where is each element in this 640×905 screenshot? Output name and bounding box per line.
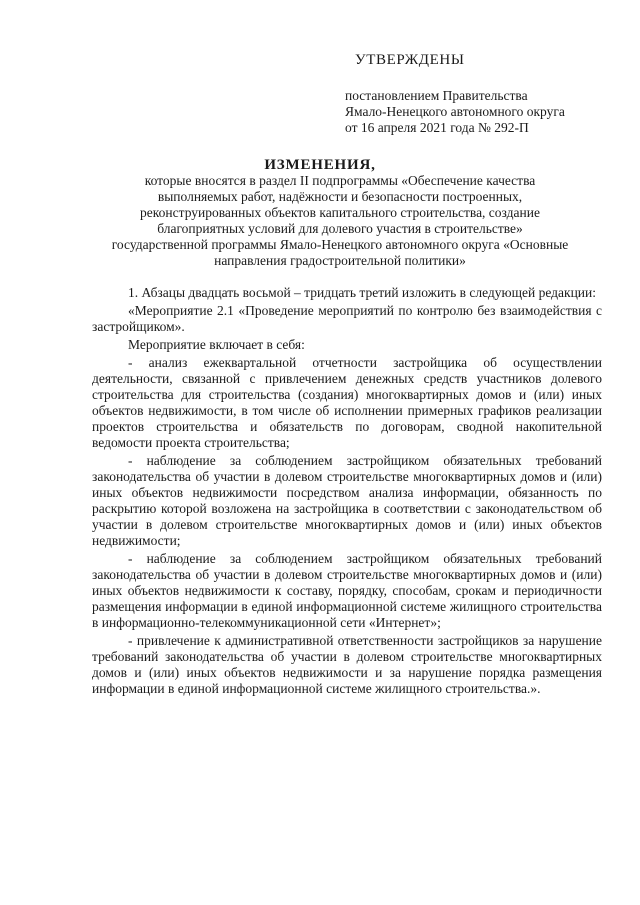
subtitle-line: выполняемых работ, надёжности и безопасности построенных, [157,189,523,204]
approved-heading: УТВЕРЖДЕНЫ [355,52,465,68]
body-paragraph: - привлечение к административной ответственности застройщиков за нарушение требований законодательства об участии в долевом строительстве многоквартирных домов и (или) иных объектов недвижимости и за нарушение порядка размещения информации в единой информационной системе жилищного строительства.». [92,633,602,696]
body-paragraph: - наблюдение за соблюдением застройщиком обязательных требований законодательства об участии в долевом строительстве многоквартирных домов и (или) иных объектов недвижимости посредством анализа информации, обязанность по раскрытию которой возложена на застройщика в соответствии с законодательством об участии в долевом строительстве многоквартирных домов и (или) иных объектов недвижимости; [92,453,602,548]
document-subtitle [60,173,620,269]
approval-line: от 16 апреля 2021 года № 292-П [345,120,529,135]
document-body [92,285,602,699]
approval-details [345,88,565,136]
approval-line: постановлением Правительства [345,88,528,103]
document-title: ИЗМЕНЕНИЯ, [264,157,376,173]
body-paragraph: «Мероприятие 2.1 «Проведение мероприятий по контролю без взаимодействия с застройщиком». [92,303,602,334]
body-paragraph: Мероприятие включает в себя: [128,337,305,352]
approval-line: Ямало-Ненецкого автономного округа [345,104,565,119]
subtitle-line: направления градостроительной политики» [214,253,466,268]
body-paragraph: 1. Абзацы двадцать восьмой – тридцать третий изложить в следующей редакции: [128,285,597,300]
body-paragraph: - анализ ежеквартальной отчетности застройщика об осуществлении деятельности, связанной с привлечением денежных средств участников долевого строительства для строительства (создания) многоквартирных домов и (или) иных объектов недвижимости, в том числе об исполнении примерных графиков реализации проектов строительства и обязательств по договорам, сводной накопительной ведомости проекта строительства; [92,355,602,450]
subtitle-line: которые вносятся в раздел II подпрограммы «Обеспечение качества [144,173,536,188]
body-paragraph: - наблюдение за соблюдением застройщиком обязательных требований законодательства об участии в долевом строительстве многоквартирных домов и (или) иных объектов недвижимости к составу, порядку, способам, срокам и периодичности размещения информации в единой информационной системе жилищного строительства в информационно-телекоммуникационной сети «Интернет»; [92,551,602,630]
subtitle-line: реконструированных объектов капитального строительства, создание [140,205,540,220]
subtitle-line: благоприятных условий для долевого участия в строительстве» [157,221,523,236]
subtitle-line: государственной программы Ямало-Ненецкого автономного округа «Основные [111,237,569,252]
